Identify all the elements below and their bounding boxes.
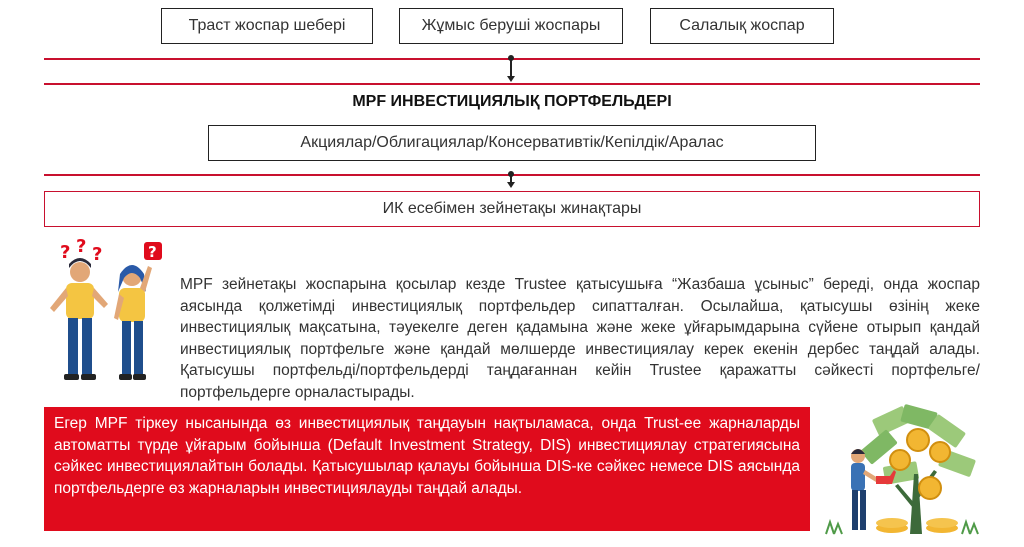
default-strategy-text: Егер MPF тіркеу нысанында өз инвестициялық таңдауын нақтыламаса, онда Trust-ee жарналарды автоматты түрде ұйғарым бойынша (Default Investment Strategy, DIS) инвестициялау стратегиясына сәйкес инвестициялайтын болады. Қатысушылар қалауы бойынша DIS-ке сәйкес немесе DIS аясында портфельдерге өз жарналарын инвестициялауды таңдай алады. (54, 415, 800, 497)
portfolio-types-box (208, 125, 816, 161)
svg-text:?: ? (76, 238, 87, 257)
employer-plan-label: Жұмыс беруші жоспары (421, 17, 601, 34)
account-label: ИК есебімен зейнетақы жинақтары (382, 200, 642, 217)
description-paragraph: MPF зейнетақы жоспарына қосылар кезде Trustee қатысушыға “Жазбаша ұсыныс” береді, онда жоспар аясында қолжетімді инвестициялық портфельдер сипатталған. Осылайша, қатысушы өзінің жеке инвестициялық мақсатына, тәуекелге деген қадамына және жеке ұйғарымдарына сүйене отырып қандай инвестициялық портфельге және қандай мөлшерде инвестициялау керек екенін дербес таңдай алады. Қатысушы портфельді/портфельдерді таңдағаннан кейін Trustee қаражатты сәйкесті портфельге/портфельдерге орналастырады. (180, 276, 980, 401)
money-tree-illustration (822, 404, 982, 536)
portfolio-types-label: Акциялар/Облигациялар/Консервативтік/Кепілдік/Аралас (300, 134, 724, 151)
connector-arrow-2 (507, 182, 515, 188)
connector-line-1 (510, 60, 512, 76)
default-strategy-box (44, 407, 810, 531)
industry-plan-label: Салалық жоспар (679, 17, 805, 34)
svg-text:?: ? (148, 243, 157, 261)
trust-plan-label: Траст жоспар шебері (188, 17, 346, 34)
svg-text:?: ? (92, 244, 103, 265)
trust-plan-box (161, 8, 373, 44)
divider-line-2 (44, 83, 980, 85)
connector-arrow-1 (507, 76, 515, 82)
svg-text:?: ? (60, 242, 71, 263)
account-box (44, 191, 980, 227)
confused-people-illustration (42, 238, 172, 388)
employer-plan-box (399, 8, 623, 44)
industry-plan-box (650, 8, 834, 44)
portfolio-title: MPF ИНВЕСТИЦИЯЛЫҚ ПОРТФЕЛЬДЕРІ (352, 93, 672, 110)
